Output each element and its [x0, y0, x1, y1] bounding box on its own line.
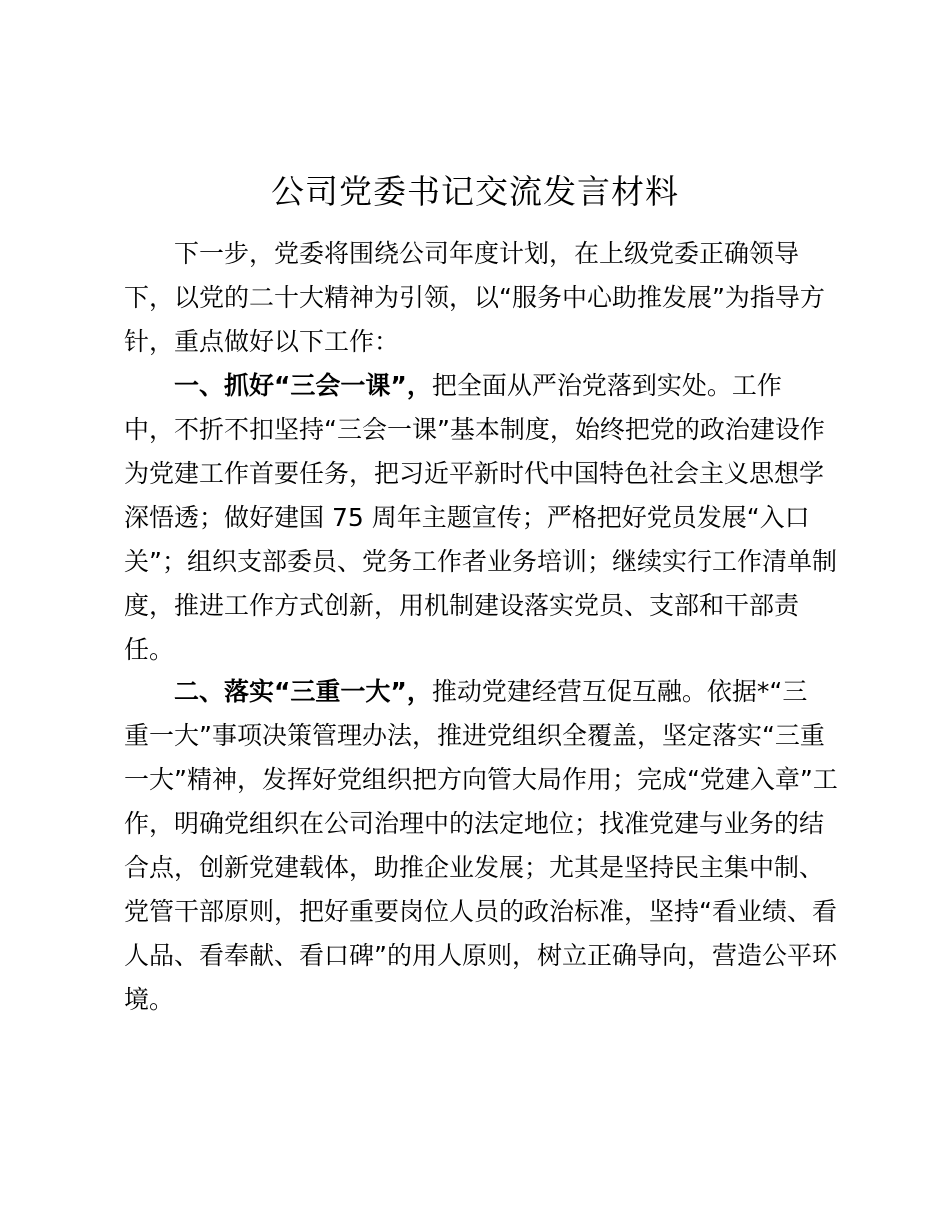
section-1-line: 任。: [124, 635, 175, 664]
section-1-first-line: [174, 364, 844, 408]
section-1-line: 为党建工作首要任务，把习近平新时代中国特色社会主义思想学: [124, 459, 825, 488]
intro-line-3: 针，重点做好以下工作：: [124, 327, 400, 356]
section-2-line: 人品、看奉献、看口碑”的用人原则，树立正确导向，营造公平环: [124, 941, 837, 970]
intro-line-1: 下一步，党委将围绕公司年度计划，在上级党委正确领导: [174, 239, 800, 268]
section-1-line: 度，推进工作方式创新，用机制建设落实党员、支部和干部责: [124, 591, 800, 620]
section-2-line: 党管干部原则，把好重要岗位人员的政治标准，坚持“看业绩、看: [124, 897, 837, 926]
intro-line-2: 下，以党的二十大精神为引领，以“服务中心助推发展”为指导方: [124, 283, 825, 312]
document-title: 公司党委书记交流发言材料: [271, 172, 679, 211]
section-2-first-line: [174, 670, 844, 714]
section-1-line: 深悟透；做好建国 75 周年主题宣传；严格把好党员发展“入口: [124, 503, 810, 532]
section-1-line: 关”；组织支部委员、党务工作者业务培训；继续实行工作清单制: [124, 547, 837, 576]
section-2-heading: 二、落实“三重一大”，: [174, 677, 432, 706]
section-2-line: 合点，创新党建载体，助推企业发展；尤其是坚持民主集中制、: [124, 853, 825, 882]
section-2-line: 境。: [124, 985, 175, 1014]
section-2-first-line-rest: 推动党建经营互促互融。依据*“三: [431, 677, 808, 706]
section-1-first-line-rest: 把全面从严治党落到实处。工作: [431, 371, 782, 400]
section-2-line: 一大”精神，发挥好党组织把方向管大局作用；完成“党建入章”工: [124, 765, 838, 794]
section-2-line: 重一大”事项决策管理办法，推进党组织全覆盖，坚定落实“三重: [124, 721, 825, 750]
section-2-line: 作，明确党组织在公司治理中的法定地位；找准党建与业务的结: [124, 809, 825, 838]
section-1-line: 中，不折不扣坚持“三会一课”基本制度，始终把党的政治建设作: [124, 415, 825, 444]
section-1-heading: 一、抓好“三会一课”，: [174, 371, 432, 400]
